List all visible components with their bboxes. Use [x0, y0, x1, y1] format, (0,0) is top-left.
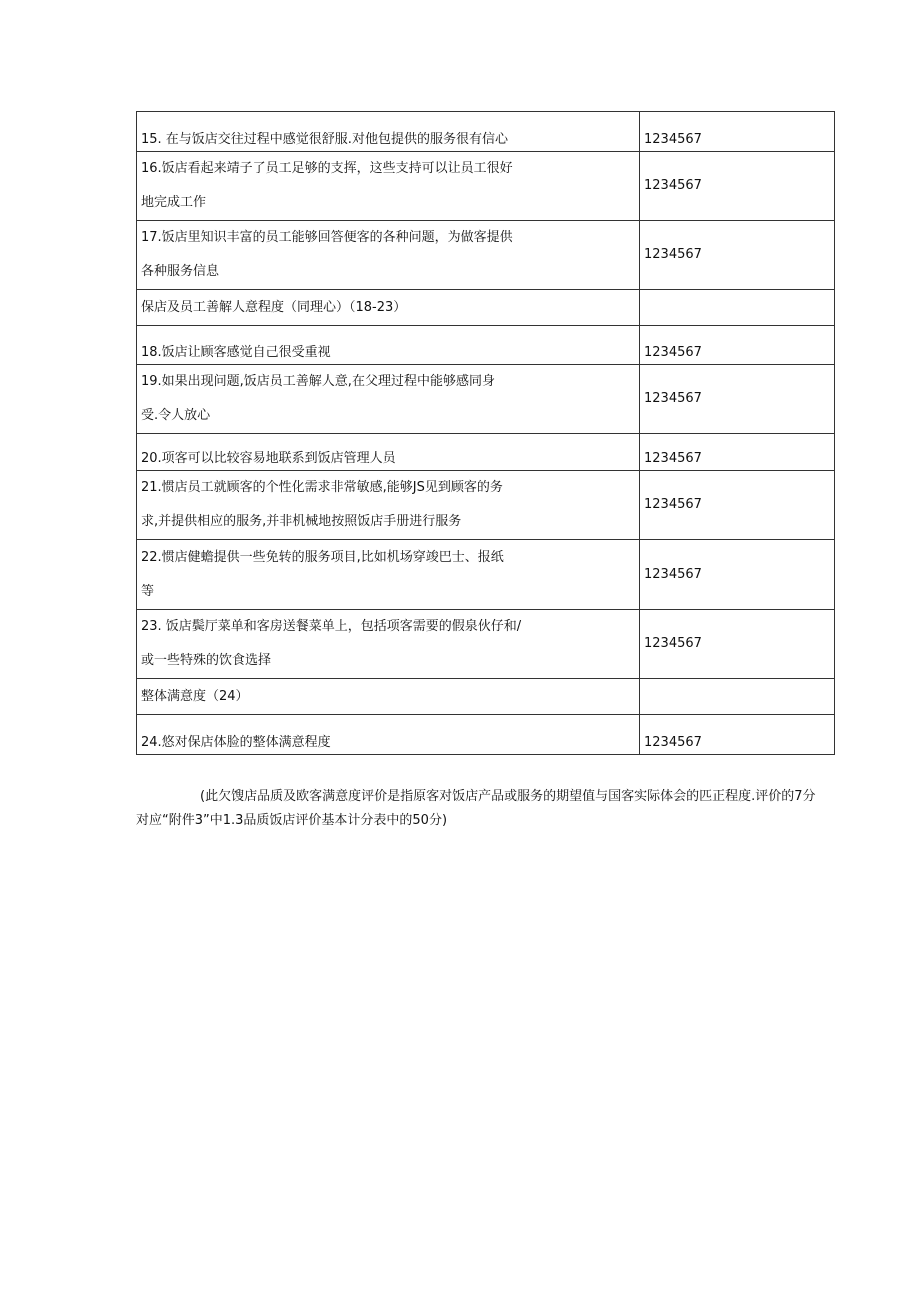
table-row: [137, 152, 835, 221]
score-cell: 1234567: [640, 221, 835, 290]
section-header-cell: 保店及员工善解人意程度（同理心）（18-23）: [137, 290, 640, 326]
score-cell: 1234567: [640, 540, 835, 610]
question-cell: 23. 饭店鬓厅菜单和客房送餐菜单上，包括项客需要的假泉伙仔和/ 或一些特殊的饮食选择: [137, 610, 640, 679]
score-cell: 1234567: [640, 471, 835, 540]
table-row: [137, 610, 835, 679]
section-header-cell: 整体满意度（24）: [137, 679, 640, 715]
table-row: [137, 221, 835, 290]
question-cell: 20.项客可以比较容易地联系到饭店管理人员: [137, 434, 640, 471]
table-row: [137, 434, 835, 471]
table-row: [137, 471, 835, 540]
score-cell: 1234567: [640, 326, 835, 365]
score-cell: [640, 679, 835, 715]
table-row: [137, 326, 835, 365]
table-row: [137, 112, 835, 152]
question-cell: 18.饭店让顾客感觉自己很受重视: [137, 326, 640, 365]
table-row: [137, 540, 835, 610]
question-cell: 24.悠对保店体脸的整体满意程度: [137, 715, 640, 755]
question-cell: 22.惯店健蟾提供一些免转的服务项目,比如机场穿竣巴士、报纸 等: [137, 540, 640, 610]
score-cell: 1234567: [640, 715, 835, 755]
survey-table: [136, 111, 835, 755]
question-cell: 17.饭店里知识丰富的员工能够回答便客的各种问题，为做客提供 各种服务信息: [137, 221, 640, 290]
score-cell: 1234567: [640, 610, 835, 679]
score-cell: [640, 290, 835, 326]
question-cell: 19.如果出现问题,饭店员工善解人意,在父理过程中能够感同身 受.令人放心: [137, 365, 640, 434]
table-row: [137, 365, 835, 434]
score-cell: 1234567: [640, 112, 835, 152]
question-cell: 15. 在与饭店交往过程中感觉很舒服.对他包提供的服务很有信心: [137, 112, 640, 152]
table-row: [137, 715, 835, 755]
section-header-row: [137, 290, 835, 326]
question-cell: 16.饭店看起来靖子了员工足够的支挥，这些支持可以让员工很好 地完成工作: [137, 152, 640, 221]
footnote-paragraph: (此欠馊店品质及欧客满意度评价是指原客对饭店产品或服务的期望值与国客实际体会的匹正程度.评价的7分对应“附件3”中1.3品质饭店评价基本计分表中的50分): [136, 789, 816, 828]
score-cell: 1234567: [640, 365, 835, 434]
section-header-row: [137, 679, 835, 715]
question-cell: 21.惯店员工就顾客的个性化需求非常敏感,能够JS见到顾客的务 求,并提供相应的服务,并非机械地按照饭店手册进行服务: [137, 471, 640, 540]
score-cell: 1234567: [640, 434, 835, 471]
score-cell: 1234567: [640, 152, 835, 221]
